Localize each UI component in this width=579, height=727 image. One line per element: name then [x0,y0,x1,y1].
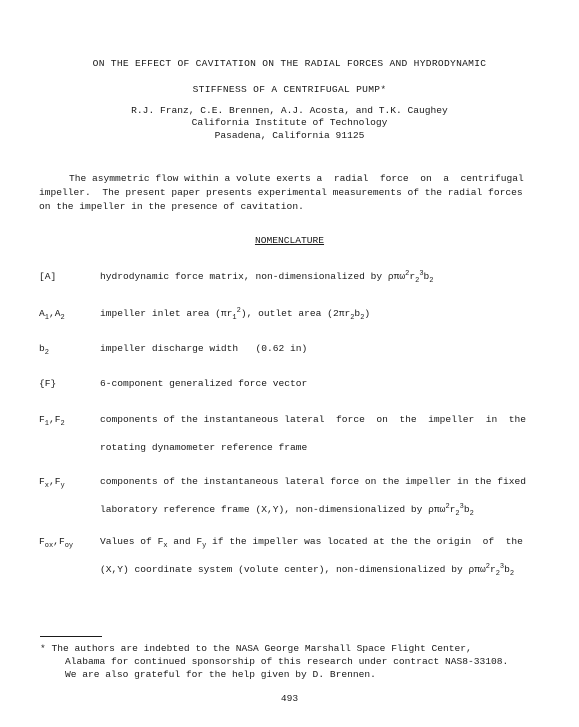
symbol: {F} [39,378,57,389]
definition: components of the instantaneous lateral force on the impeller in the rotating dynamometer reference frame [100,414,527,453]
footnote-rule [40,636,102,637]
symbol: [A] [39,271,57,282]
abstract [39,172,547,214]
page-number: 493 [280,693,299,704]
footnote-line-2: Alabama for continued sponsorship of this research under contract NAS8-33108. [65,655,509,667]
definition: impeller inlet area $(\pi r_1^2)$, outlet area $(2\pi r_2b_2)$ [100,306,371,322]
abstract-line-2: impeller. The present paper presents experimental measurements of the radial forces [39,186,523,198]
definition: hydrodynamic force matrix, non-dimensionalized by $\rho\pi\omega^2r_2^3b_2$ [100,269,434,285]
definition: impeller discharge width (0.62 in) [100,343,308,354]
footnote [40,643,549,682]
definition: Values of $F_x$ and $F_y$ if the impeller was located at the the origin of the (X,Y) coordinate system (volute center), non-dimensionalized by $\rho\pi\omega^2r_2^3b_2$ [100,536,523,578]
symbol: $A_1,A_2$ [39,308,65,322]
author-block [60,105,519,142]
footnote-line-1: * The authors are indebted to the NASA George Marshall Space Flight Center, [40,643,472,654]
definition: components of the instantaneous lateral force on the impeller in the fixed laboratory reference frame (X,Y), non-dimensionalized by $\rho\pi\omega^2r_2^3b_2$ [100,476,527,518]
nomenclature-heading: NOMENCLATURE [254,235,325,246]
abstract-line-1: The asymmetric flow within a volute exerts a radial force on a centrifugal [69,173,524,184]
paper-title [40,58,539,110]
symbol: $F_{ox},F_{oy}$ [39,536,74,550]
definition: 6-component generalized force vector [100,378,308,389]
symbol: $b_2$ [39,343,49,357]
title-line-1: ON THE EFFECT OF CAVITATION ON THE RADIAL FORCES AND HYDRODYNAMIC [92,58,487,69]
abstract-line-3: on the impeller in the presence of cavitation. [39,200,304,212]
symbol: $F_1,F_2$ [39,414,65,428]
symbol: $F_x,F_y$ [39,476,65,490]
author-address: Pasadena, California 91125 [214,129,365,141]
title-line-2: STIFFNESS OF A CENTRIFUGAL PUMP* [192,83,387,95]
footnote-line-3: We are also grateful for the help given by D. Brennen. [65,668,376,680]
author-names: R.J. Franz, C.E. Brennen, A.J. Acosta, and T.K. Caughey [131,105,448,116]
author-institution: California Institute of Technology [191,117,388,129]
